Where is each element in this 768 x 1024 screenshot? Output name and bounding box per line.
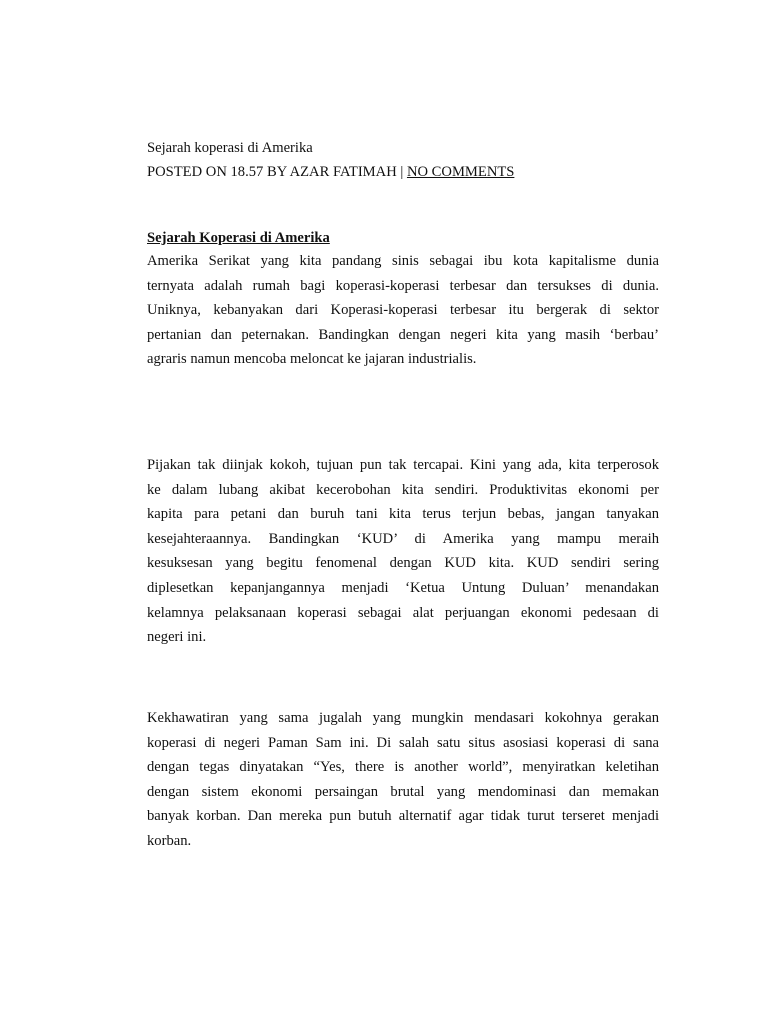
post-meta-text: POSTED ON 18.57 BY AZAR FATIMAH | [147, 164, 407, 180]
paragraph-line: Amerika Serikat yang kita pandang sinis sebagai ibu kota kapitalisme dunia [147, 253, 659, 269]
paragraph-line: ke dalam lubang akibat kecerobohan kita sendiri. Produktivitas ekonomi per [147, 481, 659, 498]
paragraph-line: kesuksesan yang begitu fenomenal dengan KUD kita. KUD sendiri sering [147, 555, 659, 572]
paragraph-line: Uniknya, kebanyakan dari Koperasi-koperasi terbesar itu bergerak di sektor [147, 302, 659, 319]
paragraph-line: kesejahteraannya. Bandingkan ‘KUD’ di Amerika yang mampu meraih [147, 530, 659, 547]
post-title: Sejarah koperasi di Amerika [147, 140, 313, 156]
paragraph-1 [147, 249, 659, 372]
paragraph-3 [147, 706, 659, 854]
paragraph-line: kelamnya pelaksanaan koperasi sebagai alat perjuangan ekonomi pedesaan di [147, 604, 659, 621]
paragraph-line: dengan sistem ekonomi persaingan brutal yang mendominasi dan memakan [147, 783, 659, 800]
paragraph-line: koperasi di negeri Paman Sam ini. Di salah satu situs asosiasi koperasi di sana [147, 734, 659, 751]
paragraph-line: negeri ini. [147, 629, 207, 646]
paragraph-line: kapita para petani dan buruh tani kita terus terjun bebas, jangan tanyakan [147, 506, 659, 523]
paragraph-line: agraris namun mencoba meloncat ke jajaran industrialis. [147, 351, 477, 368]
comments-link[interactable]: NO COMMENTS [406, 164, 515, 180]
section-heading: Sejarah Koperasi di Amerika [147, 230, 330, 246]
paragraph-line: Pijakan tak diinjak kokoh, tujuan pun tak tercapai. Kini yang ada, kita terperosok [147, 457, 659, 473]
paragraph-line: Kekhawatiran yang sama jugalah yang mungkin mendasari kokohnya gerakan [147, 710, 659, 726]
paragraph-line: ternyata adalah rumah bagi koperasi-koperasi terbesar dan tersukses di dunia. [147, 277, 659, 294]
paragraph-line: diplesetkan kepanjangannya menjadi ‘Ketua Untung Duluan’ menandakan [147, 579, 659, 596]
paragraph-line: dengan tegas dinyatakan “Yes, there is another world”, menyiratkan keletihan [147, 759, 659, 776]
paragraph-line: banyak korban. Dan mereka pun butuh alternatif agar tidak turut terseret menjadi [147, 808, 659, 825]
paragraph-line: korban. [147, 832, 192, 849]
paragraph-line: pertanian dan peternakan. Bandingkan dengan negeri kita yang masih ‘berbau’ [147, 326, 659, 343]
paragraph-2 [147, 453, 659, 650]
post-meta [147, 162, 514, 182]
